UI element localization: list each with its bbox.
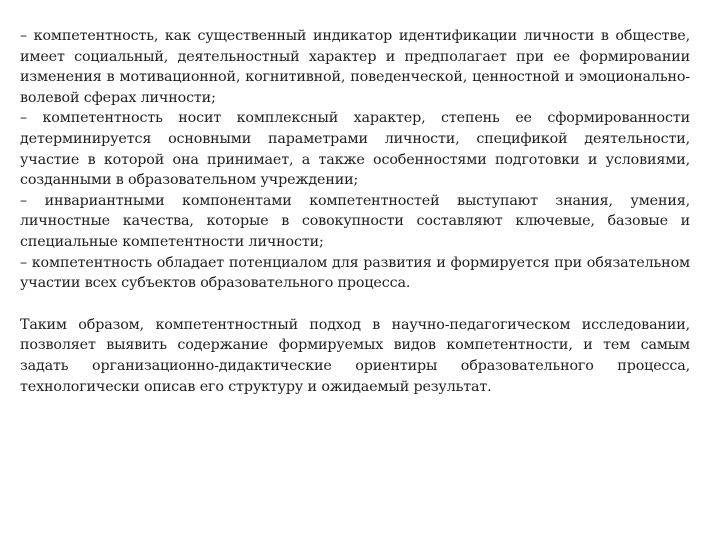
paragraph-spacer — [20, 294, 690, 315]
list-item: – инвариантными компонентами компетентностей выступают знания, умения, личностные качества, которые в совокупности составляют ключевые, базовые и специальные компетентности личности; — [20, 192, 690, 250]
conclusion-paragraph: Таким образом, компетентностный подход в научно-педагогическом исследовании, позволяет выявить содержание формируемых видов компетентности, и тем самым задать организационно-дидактические ориентиры образовательного процесса, технологически описав его структуру и ожидаемый результат. — [20, 316, 690, 395]
list-item: – компетентность обладает потенциалом для развития и формируется при обязательном участии всех субъектов образовательного процесса. — [20, 254, 690, 292]
list-item: – компетентность носит комплексный характер, степень ее сформированности детерминируется основными параметрами личности, спецификой деятельности, участие в которой она принимает, а также особенностями подготовки и условиями, созданными в образовательном учреждении; — [20, 110, 690, 189]
document-text — [20, 26, 690, 397]
list-item: – компетентность, как существенный индикатор идентификации личности в обществе, имеет социальный, деятельностный характер и предполагает при ее формировании изменения в мотивационной, когнитивной, поведенческой, ценностной и эмоционально-волевой сферах личности; — [20, 28, 690, 106]
